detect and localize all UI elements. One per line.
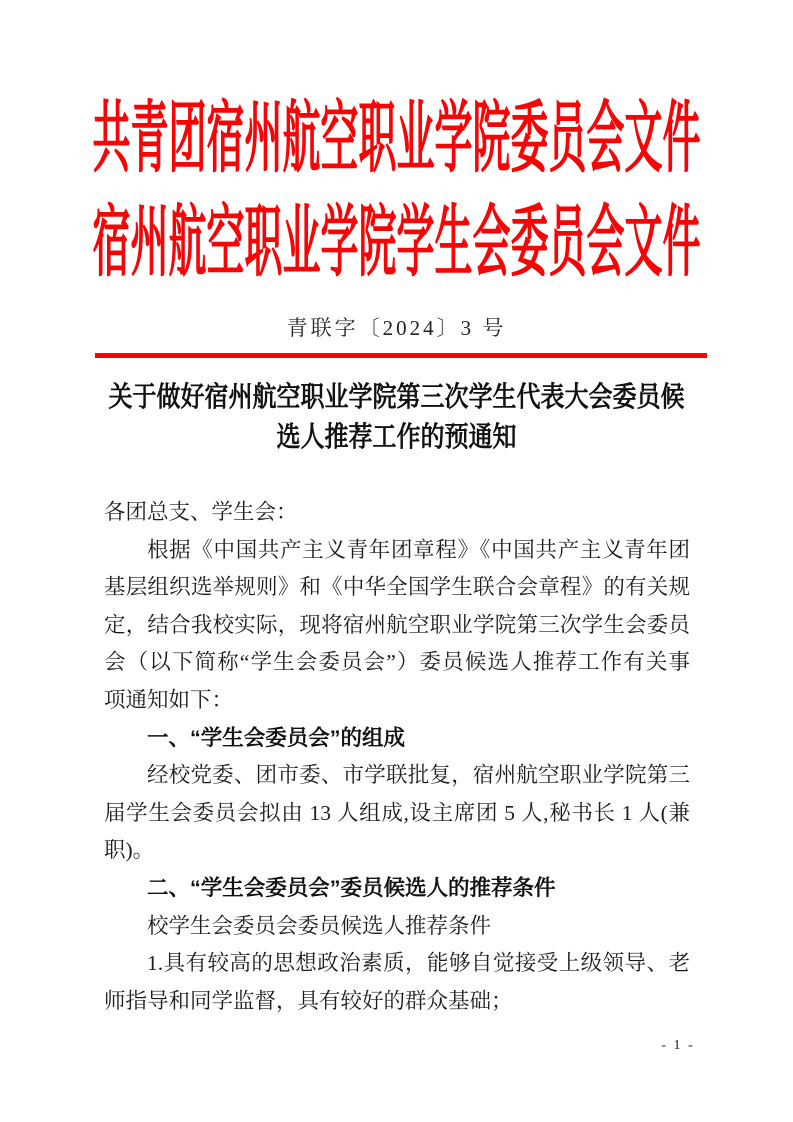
paragraph-4-line: 师指导和同学监督，具有较好的群众基础； — [104, 988, 513, 1013]
paragraph-4-line: 1.具有较高的思想政治素质，能够自觉接受上级领导、老 — [147, 951, 690, 976]
paragraph-3-line: 校学生会委员会委员候选人推荐条件 — [147, 913, 492, 938]
paragraph-2-line: 经校党委、团市委、市学联批复，宿州航空职业学院第三 — [147, 763, 690, 788]
salutation: 各团总支、学生会： — [104, 500, 298, 524]
document-title-line-1: 关于做好宿州航空职业学院第三次学生代表大会委员候 — [108, 383, 685, 413]
paragraph-1-line: 会（以下简称“学生会委员会”）委员候选人推荐工作有关事 — [104, 650, 690, 675]
document-title — [0, 378, 793, 458]
document-number: 青联字〔2024〕3 号 — [286, 316, 507, 340]
document-body — [104, 494, 690, 1020]
document-title-line-2: 选人推荐工作的预通知 — [276, 423, 517, 453]
section-heading-1: 一、“学生会委员会”的组成 — [147, 725, 406, 750]
paragraph-2-line: 职)。 — [104, 838, 155, 863]
page-number: - 1 - — [661, 1038, 695, 1053]
paragraph-1-line: 根据《中国共产主义青年团章程》《中国共产主义青年团 — [147, 537, 690, 562]
paragraph-1-line: 项通知如下： — [104, 687, 234, 712]
letterhead-line-2 — [0, 200, 793, 288]
red-divider-line — [95, 353, 707, 358]
letterhead-line-1-text: 共青团宿州航空职业学院委员会文件 — [92, 96, 701, 184]
letterhead-line-1 — [0, 96, 793, 184]
letterhead-line-2-text: 宿州航空职业学院学生会委员会文件 — [92, 200, 701, 288]
paragraph-1-line: 基层组织选举规则》和《中华全国学生联合会章程》的有关规 — [104, 575, 690, 600]
paragraph-1-line: 定，结合我校实际，现将宿州航空职业学院第三次学生会委员 — [104, 612, 690, 637]
paragraph-2-line: 届学生会委员会拟由 13 人组成,设主席团 5 人,秘书长 1 人(兼 — [104, 800, 690, 825]
section-heading-2: 二、“学生会委员会”委员候选人的推荐条件 — [147, 875, 556, 900]
